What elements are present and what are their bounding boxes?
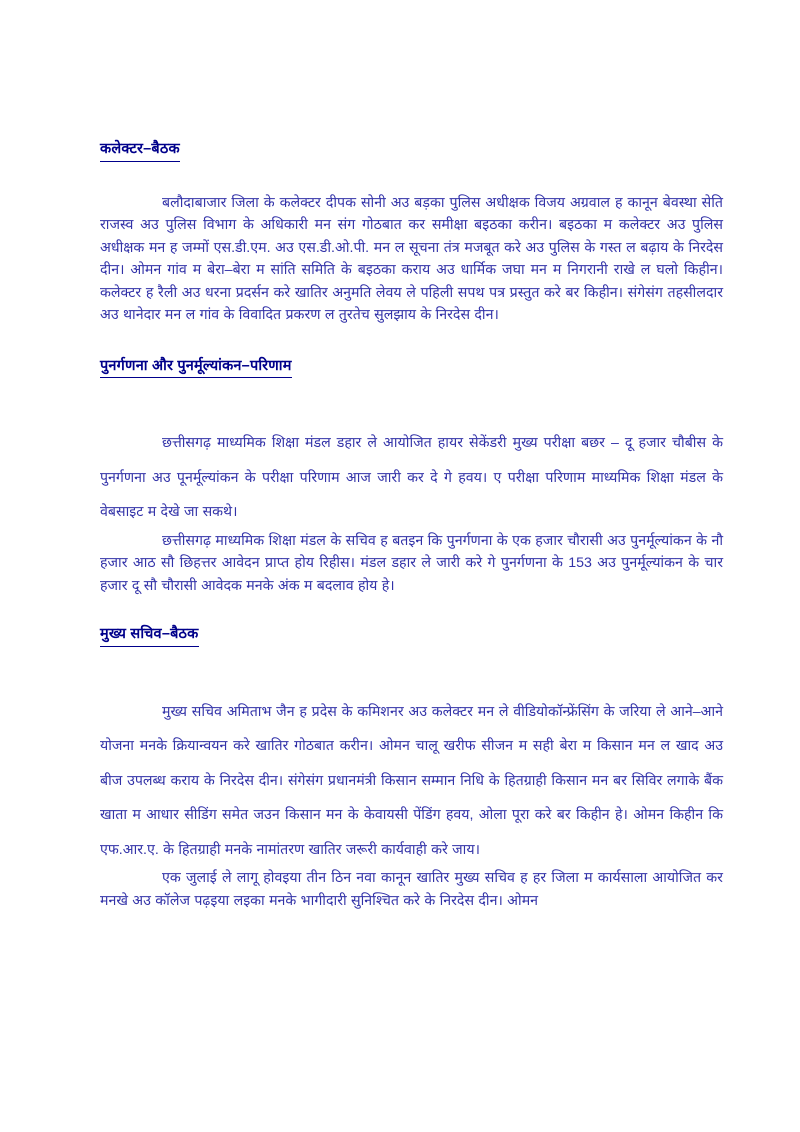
- spacer: [100, 647, 723, 695]
- paragraph-collector-p1: बलौदाबाजार जिला के कलेक्टर दीपक सोनी अउ बड़का पुलिस अधीक्षक विजय अग्रवाल ह कानून बेवस्था सेति राजस्व अउ पुलिस विभाग के अधिकारी मन संग गोठबात कर समीक्षा बइठका करीन। बइठका म कलेक्टर अउ पुलिस अधीक्षक मन ह जम्मों एस.डी.एम. अउ एस.डी.ओ.पी. मन ल सूचना तंत्र मजबूत करे अउ पुलिस के गस्त ल बढ़ाय के निरदेस दीन। ओमन गांव म बेरा–बेरा म सांति समिति के बइठका कराय अउ धार्मिक जघा मन म निगरानी राखे ल घलो किहीन। कलेक्टर ह रैली अउ धरना प्रदर्सन करे खातिर अनुमति लेवय ले पहिली सपथ पत्र प्रस्तुत करे बर किहीन। संगेसंग तहसीलदार अउ थानेदार मन ल गांव के विवादित प्रकरण ल तुरतेच सुलझाय के निरदेस दीन।: [100, 194, 723, 324]
- section-heading-text: कलेक्टर–बैठक: [100, 140, 180, 162]
- document-body: [100, 0, 723, 912]
- section-heading-collector-baithak: [100, 140, 723, 162]
- paragraph-punarganana-p2: छत्तीसगढ़ माध्यमिक शिक्षा मंडल के सचिव ह बतइन कि पुनर्गणना के एक हजार चौरासी अउ पुनर्मूल्यांकन के नौ हजार आठ सौ छिहत्तर आवेदन प्राप्त होय रिहीस। मंडल डहार ले जारी करे गे पुनर्गणना के 153 अउ पुनर्मूल्यांकन के चार हजार दू सौ चौरासी आवेदक मनके अंक म बदलाव होय हे।: [100, 532, 723, 594]
- section-heading-mukhya-sachiv-baithak: [100, 625, 723, 647]
- paragraph-punarganana-p1: छत्तीसगढ़ माध्यमिक शिक्षा मंडल डहार ले आयोजित हायर सेकेंडरी मुख्य परीक्षा बछर – दू हजार चौबीस के पुनर्गणना अउ पूनर्मूल्यांकन के परीक्षा परिणाम आज जारी कर दे गे हवय। ए परीक्षा परिणाम माध्यमिक शिक्षा मंडल के वेबसाइट म देखे जा सकथे।: [100, 435, 723, 521]
- paragraph-mukhya-sachiv-p1: मुख्य सचिव अमिताभ जैन ह प्रदेस के कमिशनर अउ कलेक्टर मन ले वीडियोकॉन्फ्रेंसिंग के जरिया ले आने–आने योजना मनके क्रियान्वयन करे खातिर गोठबात करीन। ओमन चालू खरीफ सीजन म सही बेरा म किसान मन ल खाद अउ बीज उपलब्ध कराय के निरदेस दीन। संगेसंग प्रधानमंत्री किसान सम्मान निधि के हितग्राही किसान मन बर सिविर लगाके बैंक खाता म आधार सीडिंग समेत जउन किसान मन के केवायसी पेंडिंग हवय, ओला पूरा करे बर किहीन हे। ओमन किहीन कि एफ.आर.ए. के हितग्राही मनके नामांतरण खातिर जरूरी कार्यवाही करे जाय।: [100, 703, 723, 858]
- spacer: [100, 378, 723, 426]
- spacer: [100, 327, 723, 357]
- section-heading-text: मुख्य सचिव–बैठक: [100, 625, 199, 647]
- spacer: [100, 162, 723, 192]
- section-heading-punarganana-parinam: [100, 357, 723, 379]
- spacer: [100, 597, 723, 625]
- section-heading-text: पुनर्गणना और पुनर्मूल्यांकन–परिणाम: [100, 357, 292, 379]
- paragraph-mukhya-sachiv-p2: एक जुलाई ले लागू होवइया तीन ठिन नवा कानून खातिर मुख्य सचिव ह हर जिला म कार्यसाला आयोजित कर मनखे अउ कॉलेज पढ़इया लइका मनके भागीदारी सुनिश्चित करे के निरदेस दीन। ओमन: [100, 870, 723, 909]
